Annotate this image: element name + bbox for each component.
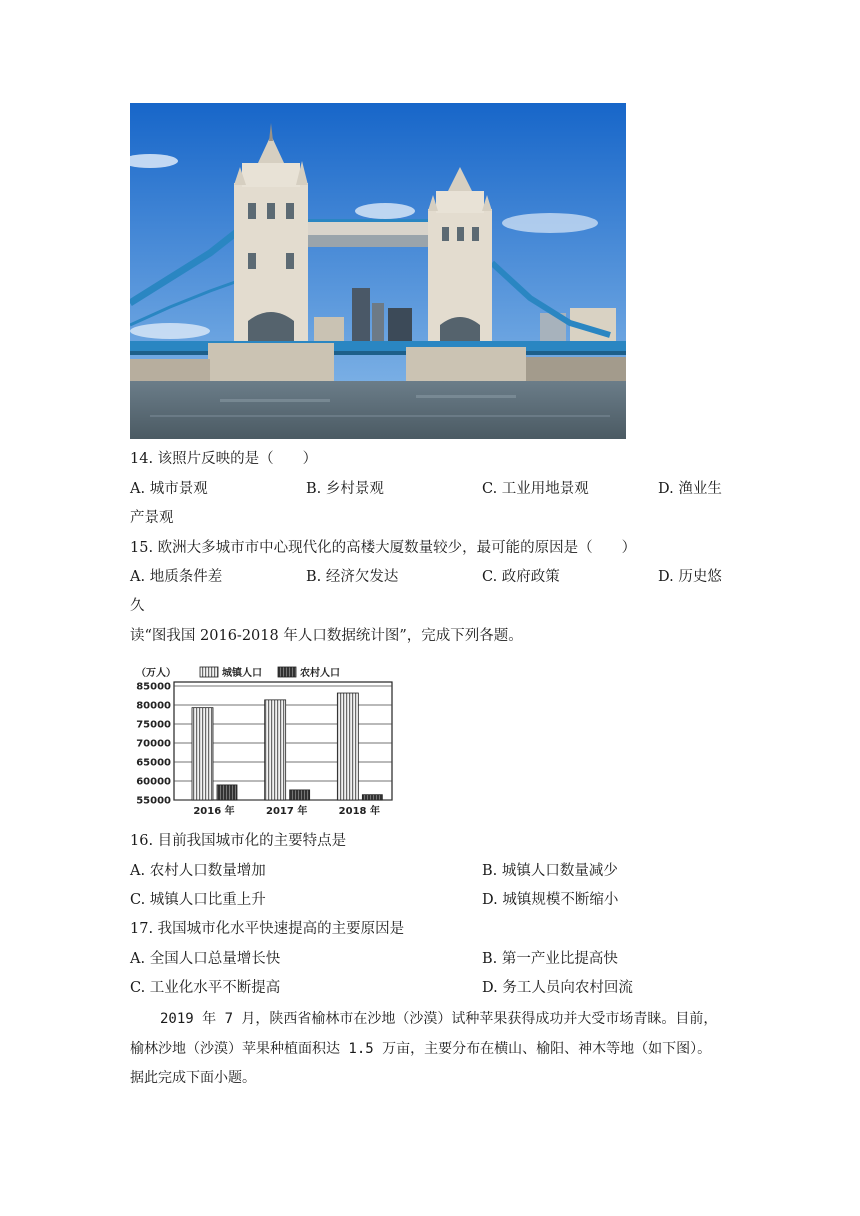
tower-bridge-image [130, 103, 626, 439]
y-tick-label: 55000 [136, 795, 171, 807]
y-tick-label: 80000 [136, 700, 171, 712]
bar-hatch-1 [192, 708, 213, 800]
x-tick-label: 2018 年 [338, 806, 380, 817]
passage-line-2: 榆林沙地（沙漠）苹果种植面积达 1.5 万亩，主要分布在横山、榆阳、神木等地（如下图）。 [130, 1041, 712, 1057]
question-17-option-a: A. 全国人口总量增长快 [130, 951, 281, 967]
question-15-option-b: B. 经济欠发达 [306, 569, 399, 585]
question-16-option-a: A. 农村人口数量增加 [130, 863, 266, 879]
question-14-option-d-wrap: 产景观 [130, 510, 174, 526]
question-14-option-a: A. 城市景观 [130, 481, 208, 497]
bar-dark-2 [290, 790, 310, 800]
y-tick-label: 65000 [136, 757, 171, 769]
question-15-option-d-wrap: 久 [130, 598, 145, 614]
legend-label-2: 农村人口 [300, 668, 340, 679]
question-16-stem: 16. 目前我国城市化的主要特点是 [130, 833, 347, 849]
legend-label-1: 城镇人口 [222, 668, 262, 679]
y-tick-label: 75000 [136, 719, 171, 731]
y-tick-label: 70000 [136, 738, 171, 750]
question-17-option-b: B. 第一产业比提高快 [482, 951, 618, 967]
y-tick-label: 60000 [136, 776, 171, 788]
legend-swatch-2 [278, 667, 296, 677]
question-15-option-d: D. 历史悠 [658, 569, 722, 585]
legend-swatch-1 [200, 667, 218, 677]
question-16-option-d: D. 城镇规模不断缩小 [482, 892, 619, 908]
bar-hatch-3 [337, 693, 358, 800]
passage-line-3: 据此完成下面小题。 [130, 1070, 256, 1086]
question-14-stem: 14. 该照片反映的是（ ） [130, 451, 318, 467]
chart-intro: 读“图我国 2016-2018 年人口数据统计图”，完成下列各题。 [130, 628, 523, 644]
question-15-option-c: C. 政府政策 [482, 569, 560, 585]
x-tick-label: 2017 年 [266, 806, 308, 817]
question-16-option-b: B. 城镇人口数量减少 [482, 863, 618, 879]
question-17-option-d: D. 务工人员向农村回流 [482, 980, 633, 996]
bar-hatch-2 [265, 700, 286, 800]
question-14-option-b: B. 乡村景观 [306, 481, 384, 497]
question-14-option-d: D. 渔业生 [658, 481, 722, 497]
question-15-stem: 15. 欧洲大多城市市中心现代化的高楼大厦数量较少，最可能的原因是（ ） [130, 540, 637, 556]
question-16-option-c: C. 城镇人口比重上升 [130, 892, 266, 908]
x-tick-label: 2016 年 [193, 806, 235, 817]
population-bar-chart [130, 660, 396, 820]
question-15-option-a: A. 地质条件差 [130, 569, 223, 585]
question-14-option-c: C. 工业用地景观 [482, 481, 589, 497]
bar-dark-3 [362, 795, 382, 800]
bar-dark-1 [217, 785, 237, 800]
question-17-stem: 17. 我国城市化水平快速提高的主要原因是 [130, 921, 405, 937]
y-tick-label: 85000 [136, 681, 171, 693]
y-unit-label: （万人） [136, 668, 176, 679]
question-17-option-c: C. 工业化水平不断提高 [130, 980, 281, 996]
tower-bridge-photo [130, 103, 626, 439]
passage-line-1: 2019 年 7 月，陕西省榆林市在沙地（沙漠）试种苹果获得成功并大受市场青睐。目前， [160, 1011, 718, 1027]
